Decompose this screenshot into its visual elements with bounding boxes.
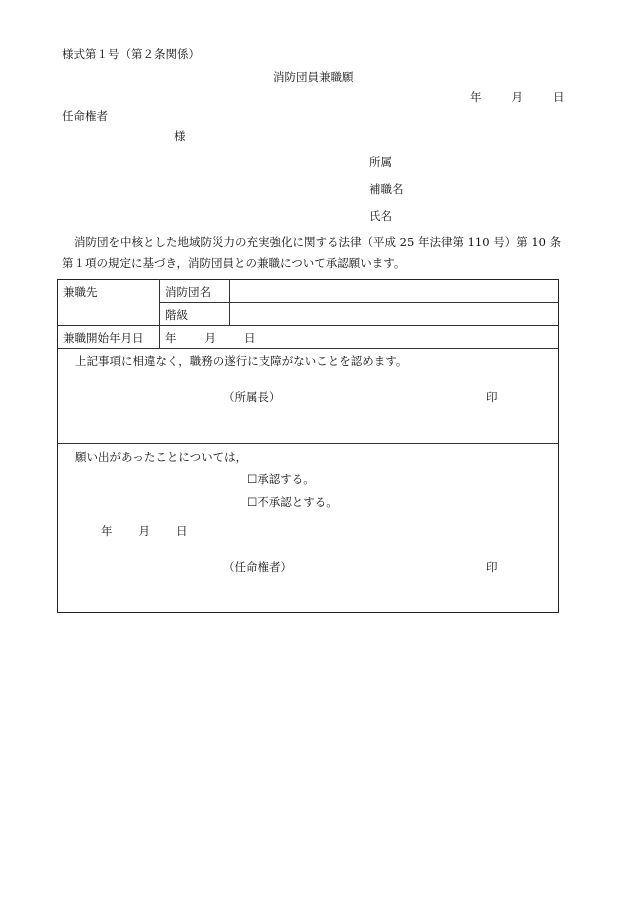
name-label: 氏名 [369,209,392,223]
start-month: 月 [204,331,216,345]
request-text: 願い出があったことについては， [75,450,248,464]
date-line [470,89,565,105]
start-date-label: 兼職開始年月日 [63,331,144,345]
column-divider [159,279,160,348]
row-divider [57,348,559,349]
decision-date [101,523,188,539]
decision-year: 年 [101,524,113,538]
seal-mark: 印 [486,560,498,574]
decision-day: 日 [176,524,188,538]
column-divider [229,279,230,325]
affiliation-label: 所属 [369,155,392,169]
appointing-authority-label: （任命権者） [223,560,292,574]
option-approve: ☐承認する。 [247,472,315,486]
position-label: 補職名 [369,182,404,196]
start-day: 日 [244,331,256,345]
date-year: 年 [470,90,482,104]
rank-label: 階級 [165,308,188,322]
date-month: 月 [511,90,523,104]
concurrent-label: 兼職先 [63,285,98,299]
brigade-name-label: 消防団名 [165,285,211,299]
start-date-value [165,330,256,346]
body-text-line1: 消防団を中核とした地域防災力の充実強化に関する法律（平成 25 年法律第 110 号）第 10 条 [74,235,562,249]
date-day: 日 [553,90,565,104]
row-divider [57,443,559,444]
dept-head-label: （所属長） [223,390,281,404]
start-year: 年 [165,331,177,345]
form-number: 様式第１号（第２条関係） [62,47,200,61]
body-text-line2: 第１項の規定に基づき，消防団員との兼職について承認願います。 [62,256,406,270]
row-divider [57,325,559,326]
page-title: 消防団員兼職願 [273,70,354,84]
decision-month: 月 [138,524,150,538]
honorific: 様 [174,129,186,143]
confirmation-text: 上記事項に相違なく，職務の遂行に支障がないことを認めます。 [75,354,408,368]
row-divider [159,302,559,303]
seal-mark: 印 [486,390,498,404]
option-disapprove: ☐不承認とする。 [247,495,338,509]
addressee: 任命権者 [62,109,108,123]
